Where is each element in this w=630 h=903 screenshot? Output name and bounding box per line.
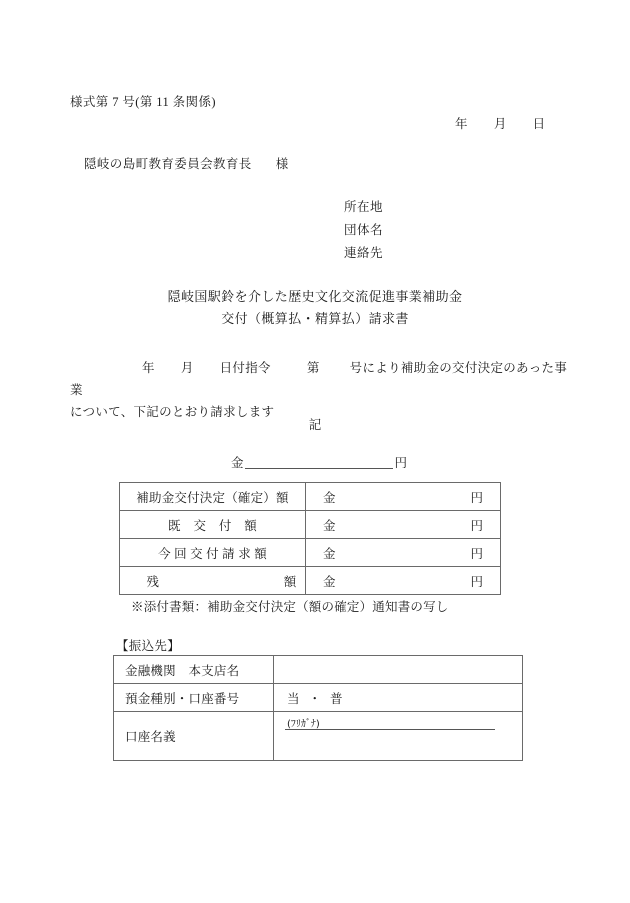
date-month-label: 月 (493, 117, 507, 131)
document-title-line2: 交付（概算払・精算払）請求書 (221, 311, 409, 326)
amount-row-value-remaining[interactable] (306, 567, 501, 595)
account-type-ordinary[interactable]: 普 (330, 691, 343, 706)
bank-section-heading: 【振込先】 (116, 639, 181, 653)
total-amount-line (231, 453, 407, 471)
furigana-label: (ﾌﾘｶﾞﾅ) (287, 719, 320, 730)
ki-marker: 記 (308, 418, 322, 432)
yen-prefix: 金 (323, 518, 336, 533)
remaining-label-left: 残 (146, 574, 160, 589)
body-order-prefix: 日付指令 (219, 361, 271, 375)
amount-row-label-already-paid: 既 交 付 額 (120, 511, 306, 539)
table-row (120, 567, 501, 595)
attachment-note: ※添付書類：補助金交付決定（額の確定）通知書の写し (131, 600, 449, 614)
total-amount-input[interactable] (245, 453, 393, 469)
furigana-rule (285, 729, 495, 730)
body-line2: について、下記のとおり請求します (70, 405, 275, 419)
yen-prefix: 金 (323, 546, 336, 561)
amount-table (119, 482, 501, 595)
recipient-name: 隠岐の島町教育委員会教育長 (84, 157, 252, 171)
yen-prefix: 金 (323, 574, 336, 589)
document-title (0, 286, 630, 330)
bank-row-label-institution: 金融機関 本支店名 (114, 656, 274, 684)
bank-row-value-institution[interactable] (274, 656, 523, 684)
bank-table (113, 655, 523, 761)
bank-row-value-account-name[interactable] (274, 712, 523, 761)
document-title-line1: 隠岐国駅鈴を介した歴史文化交流促進事業補助金 (167, 289, 463, 304)
amount-row-value-already-paid[interactable] (306, 511, 501, 539)
form-number: 様式第 7 号(第 11 条関係) (70, 95, 216, 109)
table-row (120, 539, 501, 567)
applicant-field-contact: 連絡先 (344, 246, 384, 260)
applicant-field-organization: 団体名 (344, 223, 384, 237)
table-row (120, 511, 501, 539)
table-row (114, 656, 523, 684)
yen-suffix: 円 (470, 490, 483, 505)
remaining-label-right: 額 (283, 574, 297, 589)
applicant-field-location: 所在地 (344, 200, 384, 214)
yen-suffix: 円 (470, 574, 483, 589)
total-amount-prefix: 金 (231, 456, 244, 470)
amount-row-label-current-request: 今 回 交 付 請 求 額 (120, 539, 306, 567)
bank-row-label-account-type: 預金種別・口座番号 (114, 684, 274, 712)
bank-row-value-account-type[interactable] (274, 684, 523, 712)
yen-suffix: 円 (470, 518, 483, 533)
amount-row-label-remaining (120, 567, 306, 595)
recipient-honorific: 様 (275, 157, 289, 171)
body-number-suffix: 号により補助金の交付決定のあった事業 (70, 361, 568, 397)
account-type-separator: ・ (308, 691, 322, 706)
date-day-label: 日 (532, 117, 546, 131)
body-number-prefix: 第 (306, 361, 320, 375)
body-paragraph (70, 357, 570, 423)
table-row (114, 712, 523, 761)
date-year-label: 年 (455, 117, 468, 131)
amount-row-value-current-request[interactable] (306, 539, 501, 567)
amount-row-value-decided[interactable] (306, 483, 501, 511)
body-month-label: 月 (180, 361, 194, 375)
yen-suffix: 円 (470, 546, 483, 561)
yen-prefix: 金 (323, 490, 336, 505)
table-row (114, 684, 523, 712)
body-year-label: 年 (142, 361, 155, 375)
bank-row-label-account-name: 口座名義 (114, 712, 274, 761)
recipient-line (84, 154, 289, 172)
account-type-current[interactable]: 当 (287, 691, 300, 706)
table-row (120, 483, 501, 511)
amount-row-label-decided: 補助金交付決定（確定）額 (120, 483, 306, 511)
applicant-block (344, 196, 383, 265)
header-date-line (455, 114, 545, 132)
total-amount-suffix: 円 (394, 456, 408, 470)
